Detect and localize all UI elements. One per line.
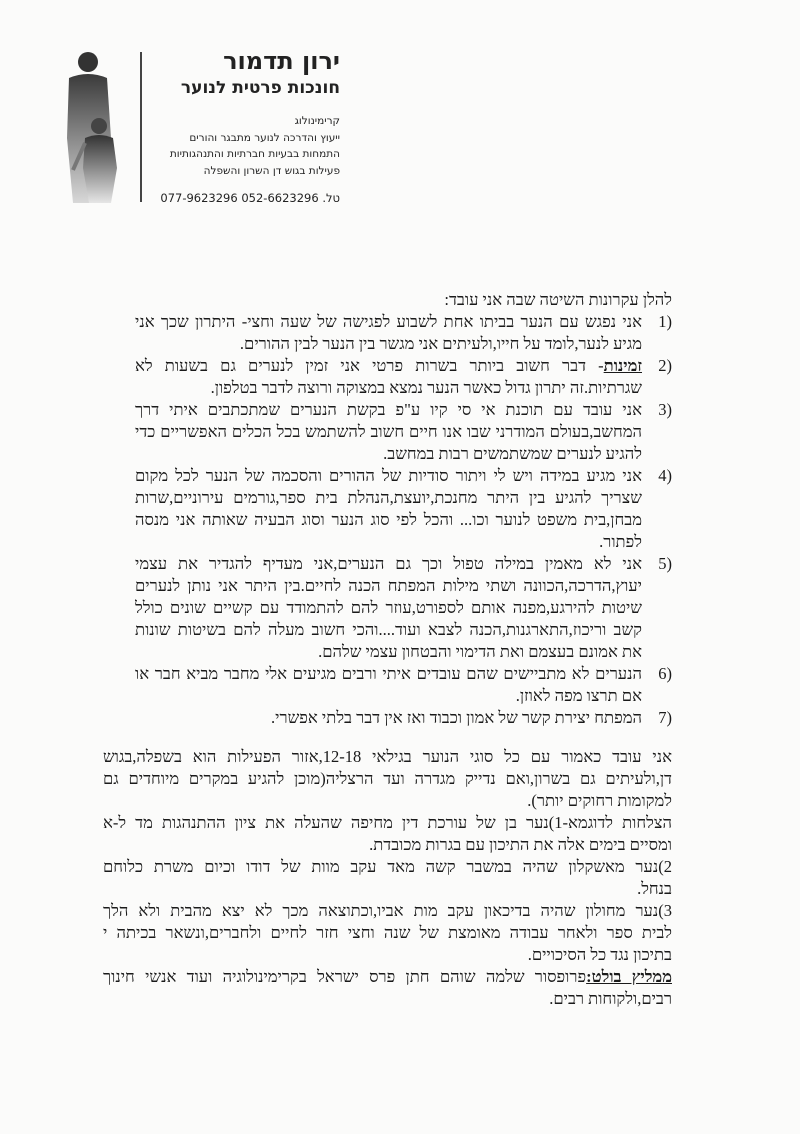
letterhead-line: ייעוץ והדרכה לנוער מתבגר והורים: [189, 131, 340, 144]
text-line-content: דן,ולעיתים גם בשרון,ואם נדייק מגדרה ועד הרצליה(מוכן להגיע במקרים מיוחדים גם: [103, 769, 672, 788]
text-line: [103, 878, 672, 900]
text-line-content: בנחל.: [637, 879, 672, 898]
text-line-content: אני לא מאמין במילה טפול וכך גם הנערים,אני מעדיף להגדיר את עצמי: [135, 554, 642, 573]
text-line: [135, 311, 642, 333]
list-item: [135, 355, 672, 399]
text-line: [103, 944, 672, 966]
text-line-content: פרופסור שלמה שוהם חתן פרס ישראל בקרימינולוגיה ועוד אנשי חינוך: [103, 967, 587, 986]
list-item: [135, 465, 672, 553]
text-line-content: מבחן,בית משפט לנוער וכו... והכל לפי סוג הנער וסוג הבעיה שאותה אני מנסה: [135, 510, 642, 529]
text-line-content: - דבר חשוב ביותר בשרות פרטי אני זמין לנערים גם בשעות לא: [135, 356, 604, 375]
text-line-content: למקומות רחוקים יותר).: [527, 791, 672, 810]
text-line-content: לבית ספר ולאחר עבודה מאומצת של שנה וחצי חזר לחיים ולחברים,ונשאר בכיתה י: [103, 923, 672, 942]
text-line-content: את אמונם בעצמם ואת הדימוי והבטחון עצמי שלהם.: [318, 642, 642, 661]
text-line: [103, 768, 672, 790]
text-line-content: אני מגיע במידה ויש לי ויתור סודיות של ההורים והסכמה של הנער לכל מקום: [135, 466, 642, 485]
text-line-content: המפתח יצירת קשר של אמון וכבוד ואז אין דבר בלתי אפשרי.: [271, 708, 642, 727]
list-item: [135, 311, 672, 355]
text-line-content: אני עובד עם תוכנת אי סי קיו ע"פ בקשת הנערים שמתכתבים איתי דרך: [135, 400, 642, 419]
list-item: [135, 663, 672, 707]
text-line: [135, 663, 642, 685]
text-line: [135, 531, 642, 553]
text-line: [135, 355, 642, 377]
paragraph: [103, 900, 672, 966]
text-line: [135, 619, 642, 641]
letterhead-tagline: חונכות פרטית לנוער: [180, 78, 340, 98]
text-line: [135, 509, 642, 531]
text-line-content: יעוץ,הדרכה,הכוונה ושתי מילות המפתח הכנה לחיים.בין היתר אני נותן לנערים: [135, 576, 642, 595]
letterhead-line: פעילות בגוש דן השרון והשפלה: [203, 164, 340, 177]
text-line: [103, 856, 672, 878]
text-line: [135, 575, 642, 597]
text-line: [103, 988, 672, 1010]
list-item: [135, 553, 672, 663]
paragraph: [103, 746, 672, 812]
text-line-content: ומסיים בימים אלה את התיכון עם בגרות מכובדת.: [369, 835, 672, 854]
intro-text: [140, 289, 672, 311]
text-line: [135, 333, 642, 355]
text-line: [135, 597, 642, 619]
text-line-content: אני עובד כאמור עם כל סוגי הנוער בגילאי 12-18,אזור הפעילות הוא בשפלה,בגוש: [103, 747, 672, 766]
text-line-content: מגיע לנער,לומד על חייו,ולעיתים אני מגשר בין הנער לבין ההורים.: [239, 334, 642, 353]
text-line: [103, 746, 672, 768]
emphasis-label: ממליץ בולט:: [586, 967, 672, 986]
list-item: [135, 399, 672, 465]
text-line-content: שצריך להגיע בין היתר מחנכת,יועצת,הנהלת בית ספר,גורמים עירוניים,שרות: [135, 488, 642, 507]
text-line: [103, 812, 672, 834]
text-line: [135, 443, 642, 465]
text-line-content: 3)נער מחולון שהיה בדיכאון עקב מות אביו,וכתוצאה מכך לא יצא מהבית ולא הלך: [103, 901, 672, 920]
letterhead-line: התמחות בבעיות חברתיות והתנהגותיות: [169, 148, 340, 160]
text-line: [135, 487, 642, 509]
list-number: 6): [658, 664, 672, 683]
text-line-content: 2)נער מאשקלון שהיה במשבר קשה מאד עקב מוות של דודו וכיום משרת כלוחם: [103, 857, 672, 876]
list-number: 2): [658, 356, 672, 375]
text-line: [135, 641, 642, 663]
list-number: 5): [658, 554, 672, 573]
letterhead-line: קרימינולוג: [294, 115, 340, 127]
list-number: 1): [658, 312, 672, 331]
paragraph: [103, 812, 672, 856]
intro-line: להלן עקרונות השיטה שבה אני עובד:: [444, 290, 672, 309]
text-line: [135, 685, 642, 707]
principles-list: [135, 311, 672, 729]
text-line-content: בתיכון נגד כל הסיכויים.: [527, 945, 672, 964]
text-line-content: להגיע לנערים שמשתמשים רבות במחשב.: [383, 444, 642, 463]
text-line: [135, 553, 642, 575]
list-number: 7): [658, 708, 672, 727]
paragraph: [103, 966, 672, 1010]
text-line: [103, 790, 672, 812]
text-line: [135, 421, 642, 443]
letterhead-phone: טל. 052-6623296 077-9623296: [160, 191, 340, 205]
list-item: [135, 707, 672, 729]
text-line-content: הנערים לא מתביישים שהם עובדים איתי ורבים מגיעים אלי מחבר מביא חבר או: [135, 664, 642, 683]
adult-and-child-silhouette-logo: [55, 48, 135, 208]
text-line: [135, 707, 642, 729]
paragraph: [103, 856, 672, 900]
letterhead: [150, 46, 340, 207]
letterhead-name: ירון תדמור: [223, 47, 340, 75]
text-line: [135, 377, 642, 399]
text-line-content: שגרתיות.זה יתרון גדול כאשר הנער נמצא במצוקה ורוצה לדבר בטלפון.: [210, 378, 642, 397]
text-line-content: הצלחות לדוגמא-1)נער בן של עורכת דין מחיפה שהעלה את ציון ההתנהגות מד ל-א: [103, 813, 672, 832]
text-line: [103, 834, 672, 856]
text-line: [135, 399, 642, 421]
list-number: 4): [658, 466, 672, 485]
text-line: [135, 465, 642, 487]
header-divider: [140, 52, 142, 202]
text-line: [103, 900, 672, 922]
text-line-content: קשב וריכוז,התארגנות,הכנה לצבא ועוד....והכי חשוב מעלה להם בשיטות שונות: [135, 620, 642, 639]
text-line-content: המחשב,בעולם המודרני שבו אנו חיים חשוב להשתמש בכל הכלים האפשריים כדי: [135, 422, 642, 441]
list-number: 3): [658, 400, 672, 419]
text-line-content: אם תרצו מפה לאוזן.: [515, 686, 642, 705]
emphasis-label: זמינות: [603, 356, 642, 375]
text-line: [103, 922, 672, 944]
text-line-content: רבים,ולקוחות רבים.: [549, 989, 672, 1008]
text-line-content: שיטות להירגע,מפנה אותם לספורט,עוזר להם להתמודד עם קשיים שונים כולל: [135, 598, 642, 617]
text-line-content: אני נפגש עם הנער בביתו אחת לשבוע לפגישה של שעה וחצי- היתרון שכך אני: [135, 312, 642, 331]
details-section: [103, 746, 672, 1010]
text-line: [103, 966, 672, 988]
text-line-content: לפתור.: [599, 532, 642, 551]
